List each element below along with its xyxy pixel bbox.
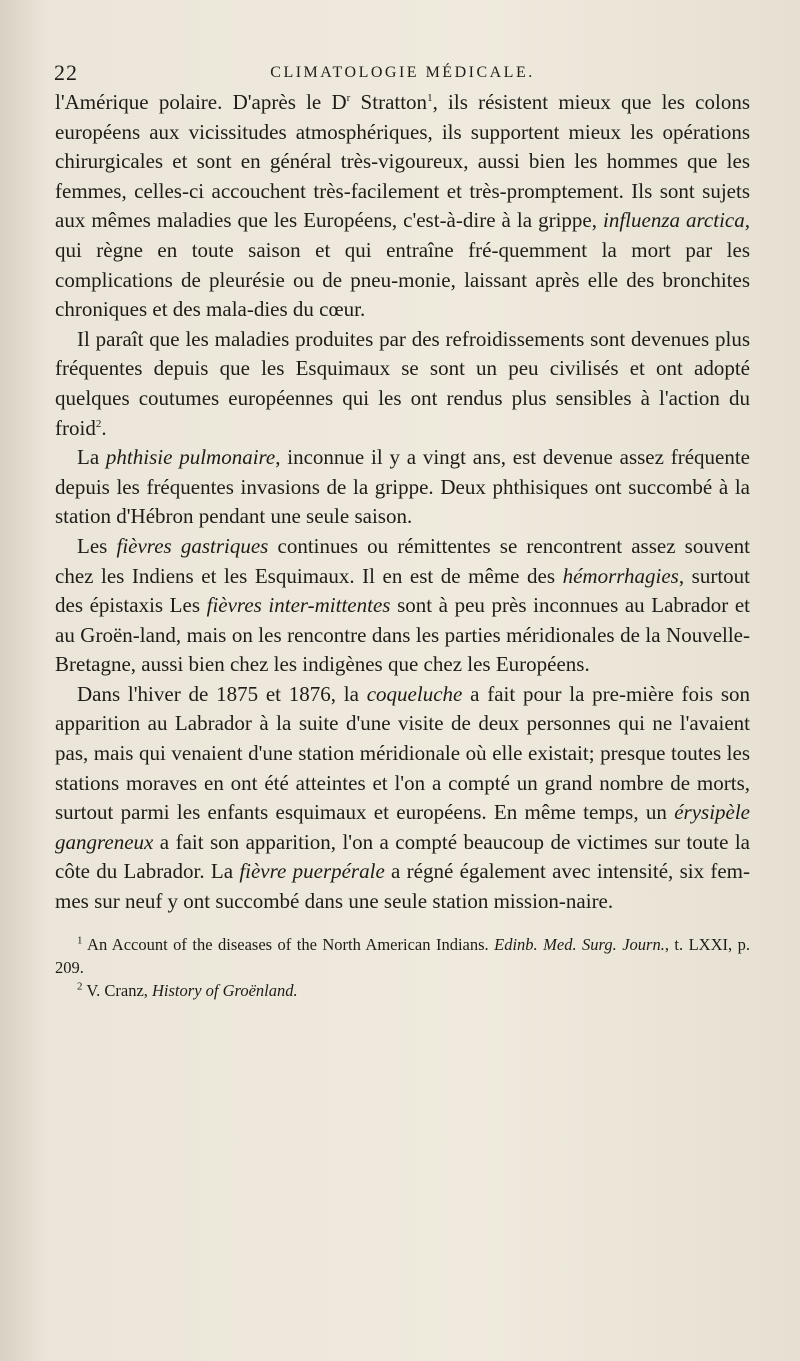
body-text xyxy=(55,88,750,917)
footnote-1 xyxy=(55,933,750,979)
superscript: r xyxy=(346,92,351,104)
text-span: V. Cranz, xyxy=(82,980,153,1000)
paragraph-2 xyxy=(55,325,750,443)
text-span: a régné également avec intensité, six fem-mes sur neuf y ont succombé dans une seule station mission-naire. xyxy=(55,859,750,914)
italic-term: hémorrhagies xyxy=(562,563,679,588)
text-span: Stratton xyxy=(350,90,428,114)
footnote-mark: 2 xyxy=(77,980,83,993)
italic-term: fièvres inter-mittentes xyxy=(206,593,391,618)
italic-term: influenza arctica, xyxy=(603,208,750,233)
text-span: , ils résistent mieux que les colons européens aux vicissitudes atmosphériques, ils supportent mieux les opérations chirurgicales et sont en général très-vigoureux, aussi bien les hommes que les femmes, celles-ci accouchent très-facilement et très-promptement. Ils sont sujets aux mêmes maladies que les Européens, c'est-à-dire à la grippe, xyxy=(55,90,751,233)
italic-term: érysipèle gangreneux xyxy=(55,800,750,854)
text-span: , inconnue il y a vingt ans, est devenue assez fréquente depuis les fréquentes invasions de la grippe. Deux phthisiques ont succombé à la station d'Hébron pendant une seule saison. xyxy=(55,445,750,529)
text-span: Les xyxy=(77,533,117,558)
paragraph-3 xyxy=(55,443,750,532)
page-number: 22 xyxy=(54,60,78,85)
italic-term: fièvres gastriques xyxy=(116,533,269,558)
italic-term: phthisie pulmonaire xyxy=(105,445,276,470)
text-span: . xyxy=(101,415,107,440)
running-title: CLIMATOLOGIE MÉDICALE. xyxy=(270,64,535,81)
italic-term: coqueluche xyxy=(366,681,463,706)
text-span: sont à peu près inconnues au Labrador et au Groën-land, mais on les rencontre dans les parties méridionales de la Nouvelle-Bretagne, aussi bien chez les indigènes que chez les Européens. xyxy=(55,593,750,677)
footnote-ref-1: 1 xyxy=(427,92,433,104)
text-span: l'Amérique polaire. D'après le D xyxy=(55,90,347,114)
text-span: a fait pour la pre-mière fois son apparition au Labrador à la suite d'une visite de deux personnes qui ne l'avaient pas, mais qui venaient d'une station méridionale où elle existait; presque toutes les stations moraves en ont été atteintes et l'on a compté un grand nombre de morts, surtout parmi les enfants esquimaux et européens. En même temps, un xyxy=(55,681,750,825)
text-span: La xyxy=(77,445,106,470)
page-header xyxy=(54,52,750,85)
text-span: Il paraît que les maladies produites par des refroidissements sont devenues plus fréquentes depuis que les Esquimaux se sont un peu civilisés et ont adopté quelques coutumes européennes qui les ont rendus plus sensibles à l'action du froid xyxy=(55,326,750,440)
italic-citation: Edinb. Med. Surg. Journ. xyxy=(494,934,665,954)
footnotes xyxy=(55,933,750,1002)
text-span: continues ou rémittentes se rencontrent assez souvent chez les Indiens et les Esquimaux. Il en est de même des xyxy=(55,533,750,588)
paragraph-1 xyxy=(55,88,750,325)
paragraph-5 xyxy=(55,680,750,917)
footnote-mark: 1 xyxy=(77,934,83,947)
footnote-ref-2: 2 xyxy=(95,417,102,430)
italic-term: fièvre puerpérale xyxy=(239,859,385,884)
text-span: , t. LXXI, p. 209. xyxy=(55,934,750,977)
text-span: Dans l'hiver de 1875 et 1876, la xyxy=(77,681,367,706)
italic-citation: History of Groënland. xyxy=(152,980,298,1000)
footnote-2 xyxy=(55,979,750,1002)
text-span: , surtout des épistaxis Les xyxy=(55,563,750,618)
paragraph-4 xyxy=(55,532,750,680)
text-span: An Account of the diseases of the North American Indians. xyxy=(82,934,495,954)
text-span: a fait son apparition, l'on a compté beaucoup de victimes sur toute la côte du Labrador. La xyxy=(55,829,750,884)
text-span: qui règne en toute saison et qui entraîne fré-quemment la mort par les complications de pleurésie ou de pneu-monie, laissant après elle des bronchites chroniques et des mala-dies du cœur. xyxy=(55,237,750,322)
